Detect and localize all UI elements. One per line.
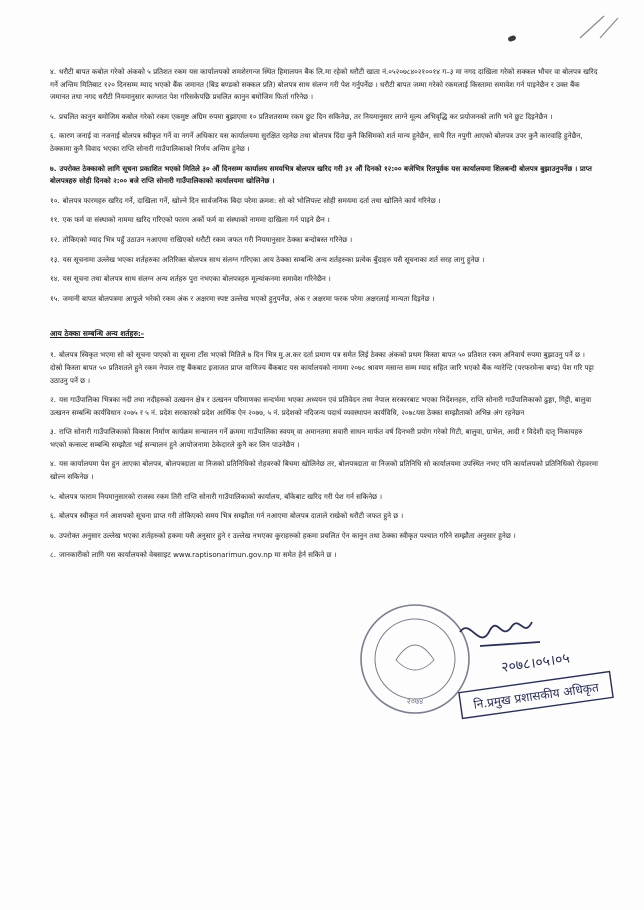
- term-item: [50, 130, 598, 155]
- term-item: [50, 491, 598, 504]
- item-number: १२.: [50, 234, 60, 244]
- other-terms-list: [50, 349, 598, 562]
- term-item: [50, 349, 598, 387]
- item-text: प्रचलित कानुन बमोजिम कबोल गरेको रकम एकमुष्ट अग्रिम रुपमा बुझाएमा १० प्रतिशतसम्म रकम छुट दिन सकिनेछ, तर नियमानुसार लाग्ने मूल्य अभिवृद्धि कर प्रयोजनको लागि भने छुट दिइनेछैन ।: [58, 111, 553, 121]
- item-text: राप्ति सोनारी गाउँपालिकाको विकास निर्माण कार्यक्रम सन्चालन गर्ने क्रममा गाउँपालिका स्वयम् वा अमानतमा सवारी साधन मार्फत वर्ष दिनभरी प्रयोग गरेको गिटी, बालुवा, ग्राभेल, आदी र विदेशी दातृ निकायहरु भएको कन्सल्ट सम्बन्धि सम्झौता भई सन्चालन हुने आयोजनामा ठेकेदारले कुनै कर लिन पाउनेछैन ।: [50, 427, 583, 449]
- item-text: यस गाउँपालिका भित्रका नदी तथा नदीहरुको उत्खनन क्षेत्र र उत्खनन परिमाणका सन्दर्भमा भएका अध्ययन एवं प्रतिवेदन तथा नेपाल सरकारबाट भएका निर्देशनहरु, राप्ति सोनारी गाउँपालिकाको ढुङ्गा, गिट्टी, बालुवा उत्खनन सम्बन्धि कार्यविधान २०७५ र ५ नं. प्रदेश सरकारको प्रदेश आर्थिक ऐन २०७७, ५ नं. प्रदेशको नदिजन्य पदार्थ व्यवस्थापन कार्यविधि, २०७८यस ठेक्का सम्झौताको अभिन्न अंग रहनेछन: [50, 395, 592, 417]
- item-text: यस सूचनामा उल्लेख भएका शर्तहरुका अतिरिक्त बोलपत्र साथ संलग्न गरिएका आय ठेक्का सम्बन्धि अन्य शर्तहरुका प्रत्येक बुँदाहरु यसै सूचनाका शर्त सरह लागु हुनेछ ।: [62, 254, 485, 264]
- item-number: २.: [50, 395, 56, 405]
- item-text: एक फर्म वा संस्थाको नाममा खरिद गरिएको फारम अर्को फर्म वा संस्थाको नाममा दाखिला गर्न पाइने छैन ।: [62, 215, 330, 225]
- term-item: [50, 234, 598, 247]
- term-item: [50, 293, 598, 306]
- term-item: [50, 66, 598, 104]
- term-item: [50, 273, 598, 286]
- item-text: जानकारीको लागि यस कार्यालयको वेबसाइट www.raptisonarimun.gov.np मा समेत हेर्न सकिने छ ।: [58, 550, 337, 560]
- item-number: ७.: [50, 163, 57, 173]
- item-text: बोलपत्र फारमहरु खरिद गर्ने, दाखिला गर्ने, खोल्ने दिन सार्वजनिक बिदा परेमा क्रमश: सो को भोलिपल्ट सोही समयमा दर्ता तथा खोलिने कार्य गरिनेछ ।: [62, 195, 441, 205]
- term-item: [50, 426, 598, 451]
- item-text: कारण जनाई वा नजनाई बोलपत्र स्वीकृत गर्ने वा नगर्ने अधिकार यस कार्यालयमा सुरक्षित रहनेछ तथा बोलपत्र दिंदा कुनै किसिमको शर्त मान्य हुनेछैन, साथै रित नपुगी आएको बोलपत्र उपर कुनै कारवाहि हुनेछैन, ठेक्कामा कुनै विवाद भएका राप्ति सोनारी गाउँपालिकाको निर्णय अन्तिम हुनेछ ।: [50, 131, 583, 153]
- item-number: ६.: [50, 511, 56, 521]
- term-item: [50, 195, 598, 208]
- item-number: १.: [50, 350, 56, 360]
- term-item: [50, 394, 598, 419]
- item-number: १०.: [50, 195, 60, 205]
- terms-list-middle: [50, 195, 598, 306]
- item-text: यस कार्यालयमा पेश हुन आएका बोलपत्र, बोलपत्रदाता वा निजको प्रतिनिधिको रोहवरको बिचमा खोलिनेछ तर, बोलपत्रदाता वा निजको प्रतिनिधि सो कार्यालयमा उपस्थित नभए पनि कार्यालयको प्रतिनिधिको रोहवरमा खोल्न सकिनेछ ।: [50, 459, 598, 482]
- item-text: तोकिएको म्याद भित्र पहुँ उठाउन नआएमा राखिएको धरौटी रकम जफत गरी नियमानुसार ठेक्का बन्दोबस्त गरिनेछ ।: [62, 234, 353, 244]
- item-text: उपरोक्त अनुसार उल्लेख भएका शर्तहरुको हकमा यसै अनुसार हुने र उल्लेख नभएका कुराहरुको हकमा प्रचलित ऐन कानुन तथा ठेक्का स्वीकृत पश्चात गरिने सम्झौता अनुसार हुनेछ ।: [58, 530, 516, 540]
- term-item: [50, 254, 598, 267]
- handwritten-signature-icon: [460, 622, 540, 646]
- item-number: १३.: [50, 254, 60, 264]
- item-text: बोलपत्र स्वीकृत गर्न आशयको सूचना प्राप्त गरी तोकिएको समय भित्र सम्झौता गर्न नआएमा बोलपत्र दाताले राखेको धरौटी जफत हुने छ ।: [58, 511, 404, 521]
- item-number: १४.: [50, 274, 60, 284]
- terms-list-top: [50, 66, 598, 156]
- item-text: उपरोक्त ठेक्काको लागि सूचना प्रकाशित भएको मितिले ३० औं दिनसम्म कार्यालय समयभित्र बोलपत्र खरिद गरी ३१ औं दिनको १२:०० बजेभित्र रितपूर्वक यस कार्यालयमा शिलबन्दी बोलपत्र बुझाउनुपर्नेछ । प्राप्त बोलपत्रहरु सोही दिनको २:०० बजे राप्ति सोनारी गाउँपालिकाको कार्यालयमा खोलिनेछ ।: [50, 163, 592, 186]
- item-number: ५.: [50, 491, 56, 501]
- item-number: ८.: [50, 550, 56, 560]
- item-text: धरौटी बापत कबोल गरेको अंकको ५ प्रतिशत रकम यस कार्यालयको शमशेरगन्ज स्थित हिमालयन बैंक लि.मा रहेको धरौटी खाता नं.०५२०७८४०२१००१४ ग–३ मा नगद दाखिला गरेको सक्कल भौचर वा बोलपत्र खरिद गर्ने अन्तिम मितिबाट १२० दिनसम्म म्याद भएको बैंक जमानत (बिड बण्डको सक्कल प्रति) बोलपत्र साथ संलग्न गरी पेश गर्नुपर्नेछ । धरौटी बापत जम्मा गरेको रकमलाई किस्तामा समावेश गर्न पाइनेछैन र उक्त बैंक जमानत तथा नगद धरौटी नियमानुसार काग्जात पेश गरिसकेपछि प्रचलित कानुन बमोजिम फिर्ता गरिनेछ ।: [50, 67, 598, 102]
- item-number: ४.: [50, 459, 56, 469]
- item-number: ६.: [50, 131, 56, 141]
- item-text: बोलपत्र स्विकृत भएमा सो को सूचना पाएको वा सूचना टाँस भएको मितिले ७ दिन भित्र मु.अ.कर दर्ता प्रमाण पत्र समेत लिई ठेक्का अंकको प्रथम किस्ता बापत ५० प्रतिशत रकम अनिवार्य रुपमा बुझाउनु पर्ने छ । दोस्रो किस्ता बापत ५० प्रतिशतले हुने रकम नेपाल राष्ट्र बैंकबाट इजाजत प्राप्त वाणिज्य बैंकबाट यस कार्यालयको नाममा २०७८ श्रावण मसान्त सम्म म्याद सहित जारि भएको बैंक ग्यारेन्टि (परफरमेन्स बण्ड) पेश गरि पट्टा उठाउनु पर्ने छ ।: [50, 350, 594, 385]
- scan-spot: [507, 35, 516, 42]
- term-item: [50, 111, 598, 124]
- item-number: ११.: [50, 215, 60, 225]
- item-number: ४.: [50, 67, 56, 76]
- term-item: [50, 458, 598, 483]
- notice-body: [50, 66, 598, 569]
- item-number: १५.: [50, 293, 60, 303]
- corner-mark-icon: [574, 8, 624, 48]
- item-text: यस सूचना तथा बोलपत्र साथ संलग्न अन्य शर्तहरु पुरा नभएका बोलपत्रहरु मूल्यांकनमा समावेश गरिनेछैन ।: [62, 274, 331, 284]
- term-item: [50, 510, 598, 523]
- item-text: जमानी बापत बोलपत्रमा आफूले भरेको रकम अंक र अक्षरमा स्पष्ट उल्लेख भएको हुनुपर्नेछ, अंक र अक्षरमा फरक परेमा अक्षरलाई मान्यता दिइनेछ ।: [62, 293, 435, 303]
- term-item: [50, 549, 598, 562]
- section-heading: आय ठेक्का सम्बन्धि अन्य शर्तहरु:-: [50, 329, 144, 339]
- signature-designation: नि.प्रमुख प्रशासकीय अधिकृत: [472, 680, 600, 712]
- item-number: ७.: [50, 530, 56, 540]
- term-item: [50, 214, 598, 227]
- stamp-year: २०७४: [406, 697, 424, 706]
- signature-block: [420, 612, 620, 722]
- item-number: ३.: [50, 427, 56, 437]
- signature-date: २०७८।०५।०५: [500, 650, 571, 676]
- submission-deadline-paragraph: [50, 163, 598, 188]
- term-item: [50, 530, 598, 543]
- item-text: बोलपत्र फाराम नियमानुसारको राजस्व रकम तिरी राप्ति सोनारी गाउँपालिकाको कार्यालय, बाँकेबाट खरिद गरी पेश गर्न सकिनेछ ।: [58, 491, 383, 501]
- item-number: ५.: [50, 111, 56, 121]
